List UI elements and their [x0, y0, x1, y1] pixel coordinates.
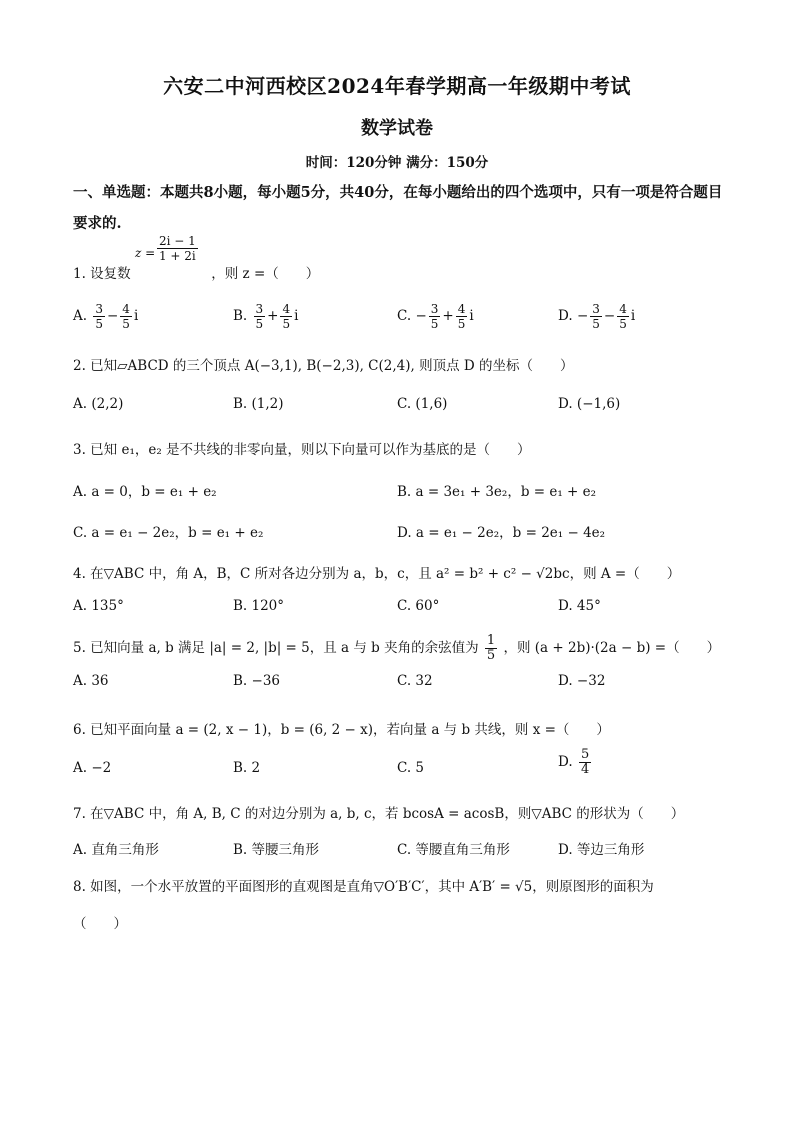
- question-1: [73, 234, 320, 282]
- q7-option-a[interactable]: A. 直角三角形: [73, 842, 159, 858]
- question-7: 7. 在▽ABC 中，角 A, B, C 的对边分别为 a, b, c，若 bcosA = acosB，则▽ABC 的形状为（ ）: [73, 806, 685, 822]
- q3-option-d[interactable]: D. a = e₁ − 2e₂，b = 2e₁ − 4e₂: [397, 525, 606, 541]
- q6-option-d[interactable]: D. $\frac{5}{4}$: [558, 747, 590, 777]
- q2-option-d[interactable]: D. (−1,6): [558, 396, 621, 412]
- question-6: 6. 已知平面向量 a = (2, x − 1)，b = (6, 2 − x)，若向量 a 与 b 共线，则 x =（ ）: [73, 722, 610, 738]
- q1-prefix: 1. 设复数: [73, 266, 131, 282]
- q4-option-b[interactable]: B. 120°: [233, 598, 285, 614]
- question-3: 3. 已知 e₁，e₂ 是不共线的非零向量，则以下向量可以作为基底的是（ ）: [73, 442, 531, 458]
- q1-option-c[interactable]: C. − $\frac{3}{5}$ + $\frac{4}{5}$ i: [397, 302, 474, 331]
- q5-option-b[interactable]: B. −36: [233, 673, 280, 689]
- q6-option-c[interactable]: C. 5: [397, 760, 425, 776]
- section-heading: 一、单选题：本题共8小题，每小题5分，共40分，在每小题给出的四个选项中，只有一项是符合题目要求的.: [73, 184, 723, 232]
- q4-option-a[interactable]: A. 135°: [73, 598, 124, 614]
- q1-option-b[interactable]: B. $\frac{3}{5}$ + $\frac{4}{5}$ i: [233, 302, 299, 331]
- q3-option-b[interactable]: B. a = 3e₁ + 3e₂，b = e₁ + e₂: [397, 484, 597, 500]
- question-5: 5. 已知向量 a, b 满足 |a| = 2, |b| = 5，且 a 与 b 夹角的余弦值为 $\frac{1}{5}$ ，则 (a + 2b)·(2a − b) =（ ）: [73, 633, 721, 663]
- q1-fraction: $\frac{2i - 1}{1 + 2i}$: [158, 234, 196, 263]
- q5-option-c[interactable]: C. 32: [397, 673, 433, 689]
- q5-fraction: $\frac{1}{5}$: [486, 633, 496, 663]
- q2-option-b[interactable]: B. (1,2): [233, 396, 284, 412]
- question-4: 4. 在▽ABC 中，角 A，B，C 所对各边分别为 a，b，c，且 a² = b² + c² − √2bc，则 A =（ ）: [73, 566, 681, 582]
- q7-option-b[interactable]: B. 等腰三角形: [233, 842, 320, 858]
- q2-option-c[interactable]: C. (1,6): [397, 396, 448, 412]
- question-8-answer-blank: （ ）: [73, 916, 127, 932]
- q6-option-b[interactable]: B. 2: [233, 760, 261, 776]
- exam-title: 六安二中河西校区2024年春学期高一年级期中考试: [163, 74, 631, 98]
- q4-option-d[interactable]: D. 45°: [558, 598, 601, 614]
- time-score-info: 时间：120分钟 满分：150分: [305, 155, 489, 171]
- q6-option-a[interactable]: A. −2: [73, 760, 112, 776]
- q1-formula: z = $\frac{2i - 1}{1 + 2i}$: [134, 234, 196, 263]
- q5-option-d[interactable]: D. −32: [558, 673, 606, 689]
- q1-option-a[interactable]: A. $\frac{3}{5}$ − $\frac{4}{5}$ i: [73, 302, 139, 331]
- q7-option-d[interactable]: D. 等边三角形: [558, 842, 645, 858]
- question-8: 8. 如图，一个水平放置的平面图形的直观图是直角▽O′B′C′，其中 A′B′ = √5，则原图形的面积为: [73, 879, 654, 895]
- question-2: 2. 已知▱ABCD 的三个顶点 A(−3,1), B(−2,3), C(2,4), 则顶点 D 的坐标（ ）: [73, 358, 574, 374]
- q7-option-c[interactable]: C. 等腰直角三角形: [397, 842, 510, 858]
- q1-option-d[interactable]: D. − $\frac{3}{5}$ − $\frac{4}{5}$ i: [558, 302, 636, 331]
- q1-suffix: ，则 z =（ ）: [211, 266, 320, 282]
- q4-option-c[interactable]: C. 60°: [397, 598, 440, 614]
- q2-option-a[interactable]: A. (2,2): [73, 396, 124, 412]
- exam-subtitle: 数学试卷: [361, 118, 433, 139]
- q3-option-a[interactable]: A. a = 0，b = e₁ + e₂: [73, 484, 217, 500]
- q5-option-a[interactable]: A. 36: [73, 673, 109, 689]
- q3-option-c[interactable]: C. a = e₁ − 2e₂，b = e₁ + e₂: [73, 525, 264, 541]
